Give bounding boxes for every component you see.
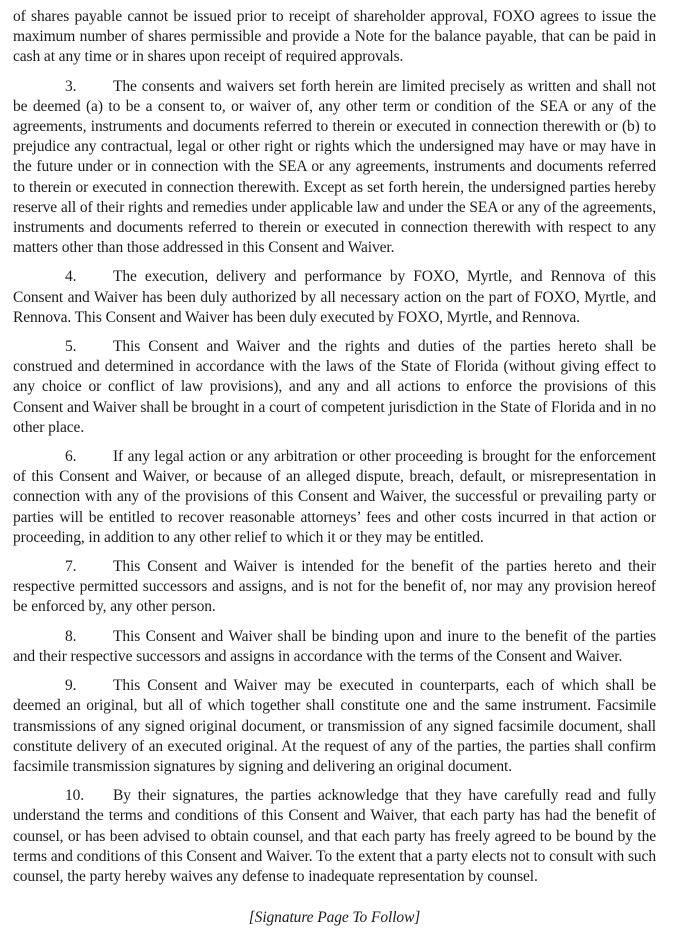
paragraph-9-number: 9. [65, 677, 77, 695]
paragraph-10-number: 10. [65, 787, 85, 805]
paragraph-3-number: 3. [65, 77, 77, 95]
paragraph-5-text: This Consent and Waiver and the rights and duties of the parties hereto shall be construed and determined in accordance with the laws of the State of Florida (without giving effect to any choice or conflict of law provisions), and any and all actions to enforce the provisions of this Consent and Waiver shall be brought in a court of competent jurisdiction in the State of Florida and in no other place. [13, 338, 656, 436]
paragraph-8-number: 8. [65, 627, 77, 645]
paragraph-4 [13, 267, 656, 328]
paragraph-7 [13, 557, 656, 618]
paragraph-8 [13, 627, 656, 667]
paragraph-4-text: The execution, delivery and performance by FOXO, Myrtle, and Rennova of this Consent and Waiver has been duly authorized by all necessary action on the part of FOXO, Myrtle, and Rennova. This Consent and Waiver has been duly executed by FOXO, Myrtle, and Rennova. [13, 268, 656, 326]
paragraph-4-number: 4. [65, 268, 77, 286]
paragraph-5-number: 5. [65, 338, 77, 356]
paragraph-7-number: 7. [65, 558, 77, 576]
paragraph-6 [13, 447, 656, 548]
paragraph-10 [13, 786, 656, 887]
intro-paragraph [13, 7, 656, 68]
paragraph-9-text: This Consent and Waiver may be executed in counterparts, each of which shall be deemed an original, but all of which together shall constitute one and the same instrument. Facsimile transmissions of any signed original document, or transmission of any signed facsimile document, shall constitute delivery of an executed original. At the request of any of the parties, the parties shall confirm facsimile transmission signatures by signing and delivering an original document. [13, 677, 656, 775]
paragraph-6-number: 6. [65, 448, 77, 466]
paragraph-3 [13, 77, 656, 259]
paragraph-10-text: By their signatures, the parties acknowledge that they have carefully read and fully understand the terms and conditions of this Consent and Waiver, that each party has had the benefit of counsel, or has been advised to obtain counsel, and that each party has freely agreed to be bound by the terms and conditions of this Consent and Waiver. To the extent that a party elects not to consult with such counsel, the party hereby waives any defense to inadequate representation by counsel. [13, 787, 656, 885]
paragraph-6-text: If any legal action or any arbitration or other proceeding is brought for the enforcement of this Consent and Waiver, or because of an alleged dispute, breach, default, or misrepresentation in connection with any of the provisions of this Consent and Waiver, the successful or prevailing party or parties will be entitled to recover reasonable attorneys’ fees and other costs incurred in that action or proceeding, in addition to any other relief to which it or they may be entitled. [13, 448, 656, 546]
signature-page-note: [Signature Page To Follow] [248, 909, 421, 927]
paragraph-3-text: The consents and waivers set forth herein are limited precisely as written and shall not be deemed (a) to be a consent to, or waiver of, any other term or condition of the SEA or any of the agreements, instruments and documents referred to therein or executed in connection therewith or (b) to prejudice any contractual, legal or other right or rights which the undersigned may have or may have in the future under or in connection with the SEA or any agreements, instruments and documents referred to therein or executed in connection therewith. Except as set forth herein, the undersigned parties hereby reserve all of their rights and remedies under applicable law and under the SEA or any of the agreements, instruments and documents referred to therein or executed in connection therewith with respect to any matters other than those addressed in this Consent and Waiver. [13, 77, 656, 257]
paragraph-8-text: This Consent and Waiver shall be binding upon and inure to the benefit of the parties and their respective successors and assigns in accordance with the terms of the Consent and Waiver. [13, 627, 656, 665]
paragraph-7-text: This Consent and Waiver is intended for the benefit of the parties hereto and their respective permitted successors and assigns, and is not for the benefit of, nor may any provision hereof be enforced by, any other person. [13, 558, 656, 616]
paragraph-5 [13, 337, 656, 438]
intro-paragraph-text: of shares payable cannot be issued prior to receipt of shareholder approval, FOXO agrees to issue the maximum number of shares permissible and provide a Note for the balance payable, that can be paid in cash at any time or in shares upon receipt of required approvals. [13, 8, 656, 66]
paragraph-9 [13, 676, 656, 777]
